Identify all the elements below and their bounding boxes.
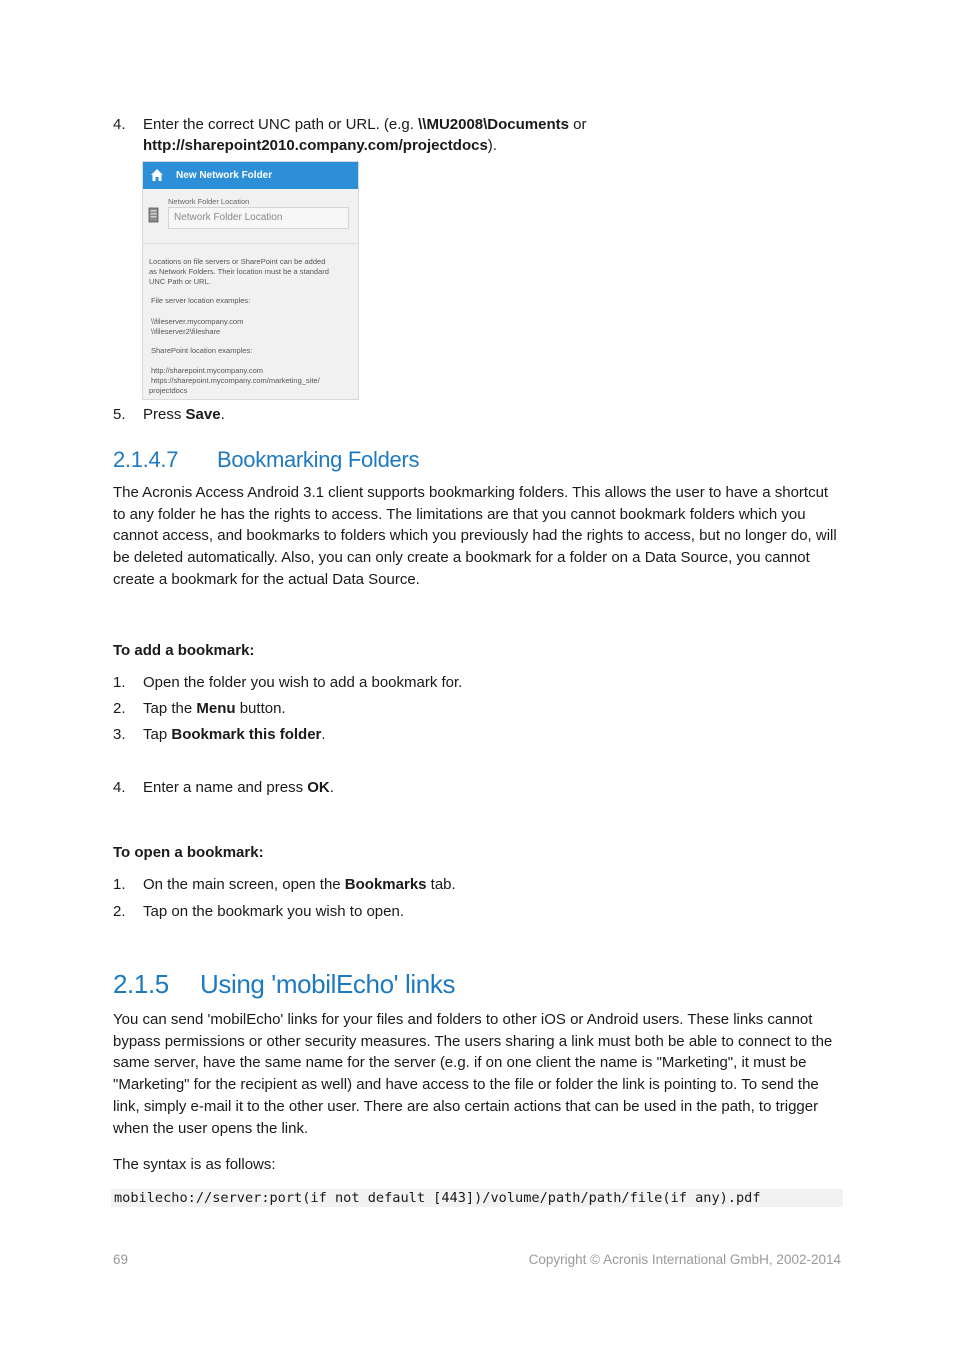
divider (143, 243, 358, 244)
url-example: http://sharepoint2010.company.com/projectdocs (143, 137, 488, 154)
step-number: 4. (113, 779, 126, 796)
step-text-end: tab. (426, 876, 456, 893)
network-folder-location-input[interactable]: Network Folder Location (168, 207, 349, 229)
ok-label: OK (307, 779, 330, 796)
open-step-2 (113, 901, 404, 922)
step-number: 2. (113, 700, 126, 717)
open-bookmark-lead: To open a bookmark: (113, 844, 264, 861)
sharepoint-example-2: https://sharepoint.mycompany.com/marketing_site/ (151, 376, 320, 385)
step-number: 5. (113, 406, 126, 423)
add-bookmark-lead: To add a bookmark: (113, 642, 255, 659)
home-icon (150, 168, 164, 182)
file-server-heading: File server location examples: (151, 296, 251, 305)
syntax-intro: The syntax is as follows: (113, 1156, 276, 1173)
add-step-2 (113, 698, 286, 719)
step-text-end: . (321, 726, 326, 743)
sharepoint-example-1: http://sharepoint.mycompany.com (151, 366, 263, 375)
section-number: 2.1.5 (113, 969, 169, 999)
network-drive-icon (148, 207, 159, 223)
sharepoint-example-3: projectdocs (149, 386, 188, 395)
new-network-folder-screenshot (142, 161, 359, 400)
file-server-example-1: \\fileserver.mycompany.com (151, 317, 244, 326)
step-number: 1. (113, 674, 126, 691)
step-text-end: ). (487, 137, 497, 154)
add-step-4 (113, 777, 334, 798)
step-text-end: button. (235, 700, 286, 717)
page-number: 69 (113, 1252, 129, 1267)
desc-line-3: UNC Path or URL. (149, 277, 211, 286)
open-step-1 (113, 874, 456, 895)
step-text: Press (143, 406, 186, 423)
step-text-or: or (569, 116, 587, 133)
add-step-1 (113, 672, 462, 693)
bookmarking-body: The Acronis Access Android 3.1 client supports bookmarking folders. This allows the user to have a shortcut to any folder he has the rights to access. The limitations are that you cannot bookmark folders which you cannot access, and bookmarks to folders which you previously had the rights to access, but no longer do, will be deleted automatically. Also, you can only create a bookmark for a folder on a Data Source, you cannot create a bookmark for the actual Data Source. (113, 484, 837, 588)
step-text: Tap the (143, 700, 197, 717)
file-server-example-2: \\fileserver2\fileshare (151, 327, 221, 336)
step-text-end: . (220, 406, 225, 423)
step-4-continued (143, 135, 497, 156)
step-text: On the main screen, open the (143, 876, 345, 893)
step-text: Tap on the bookmark you wish to open. (143, 903, 404, 920)
section-title: Bookmarking Folders (217, 447, 420, 472)
bookmarking-heading (113, 447, 419, 473)
copyright: Copyright © Acronis International GmbH, 2002-2014 (528, 1252, 841, 1267)
step-4 (113, 114, 587, 135)
add-step-3 (113, 724, 326, 745)
syntax-code: mobilecho://server:port(if not default [443])/volume/path/path/file(if any).pdf (111, 1189, 843, 1207)
step-5 (113, 404, 225, 425)
menu-label: Menu (196, 700, 236, 717)
step-text: Open the folder you wish to add a bookmark for. (143, 674, 463, 691)
sharepoint-heading: SharePoint location examples: (151, 346, 253, 355)
step-text: Enter a name and press (143, 779, 308, 796)
save-label: Save (185, 406, 221, 423)
step-text: Tap (143, 726, 172, 743)
step-text: Enter the correct UNC path or URL. (e.g. (143, 116, 419, 133)
step-number: 1. (113, 876, 126, 893)
unc-example: \\MU2008\Documents (418, 116, 569, 133)
links-body: You can send 'mobilEcho' links for your files and folders to other iOS or Android users. These links cannot bypass permissions or other security measures. The users sharing a link must both be able to connect to the same server, have the same name for the server (e.g. if on one client the name is "Marketing", it must be "Marketing" for the recipient as well) and have access to the file or folder the link is pointing to. To send the link, simply e-mail it to the other user. There are also certain actions that can be used in the path, to trigger when the user opens the link. (113, 1011, 833, 1137)
field-label: Network Folder Location (168, 197, 250, 206)
app-title: New Network Folder (176, 170, 273, 181)
section-title: Using 'mobilEcho' links (200, 969, 456, 999)
desc-line-1: Locations on file servers or SharePoint can be added (149, 257, 326, 266)
app-title-bar (143, 162, 358, 189)
section-number: 2.1.4.7 (113, 447, 179, 472)
step-text-end: . (329, 779, 334, 796)
bookmark-this-folder-label: Bookmark this folder (171, 726, 322, 743)
step-number: 3. (113, 726, 126, 743)
step-number: 2. (113, 903, 126, 920)
bookmarks-tab-label: Bookmarks (344, 876, 427, 893)
links-heading (113, 969, 455, 1000)
step-number: 4. (113, 116, 126, 133)
desc-line-2: as Network Folders. Their location must be a standard (149, 267, 329, 276)
